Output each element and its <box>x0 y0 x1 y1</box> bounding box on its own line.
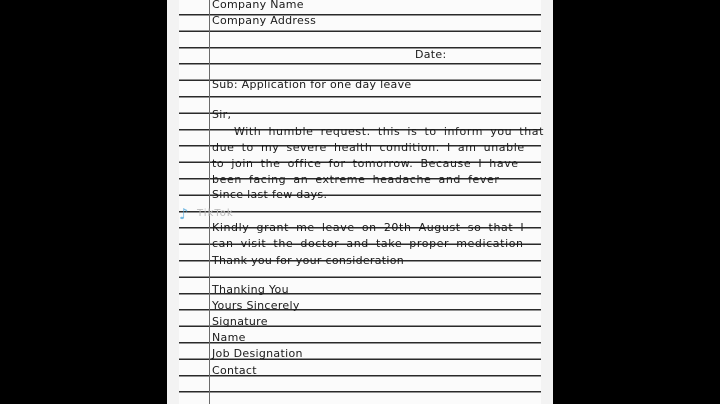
paragraph2-line1: Kindly grant me leave on 20th August so that I <box>212 221 525 234</box>
ruled-sheet <box>179 0 545 404</box>
closing-designation: Job Designation <box>212 347 303 360</box>
closing-signature: Signature <box>212 315 268 328</box>
paragraph1-line3: to join the office for tomorrow. Because I have <box>212 157 519 170</box>
paragraph2-line2: can visit the doctor and take proper medication <box>212 237 524 250</box>
paragraph1-line5: Since last few days. <box>212 188 328 201</box>
watermark-text: TikTok <box>197 208 234 219</box>
paragraph1-line4: been facing an extreme headache and fever <box>212 173 500 186</box>
closing-thanking: Thanking You <box>212 283 289 296</box>
paragraph2-line3: Thank you for your consideration <box>212 254 405 267</box>
date-label: Date: <box>415 48 447 61</box>
paragraph1-line2: due to my severe health condition. I am unable <box>212 141 525 154</box>
paragraph1-line1: With humble request. this is to inform you that <box>234 125 545 138</box>
salutation: Sir, <box>212 108 232 121</box>
subject-line: Sub: Application for one day leave <box>212 78 412 91</box>
closing-contact: Contact <box>212 364 257 377</box>
margin-line <box>209 0 210 404</box>
closing-name: Name <box>212 331 246 344</box>
tiktok-icon: ♪ <box>179 205 189 223</box>
notebook-page <box>167 0 553 404</box>
company-name: Company Name <box>212 0 304 11</box>
closing-yours: Yours Sincerely <box>212 299 300 312</box>
company-address: Company Address <box>212 14 317 27</box>
